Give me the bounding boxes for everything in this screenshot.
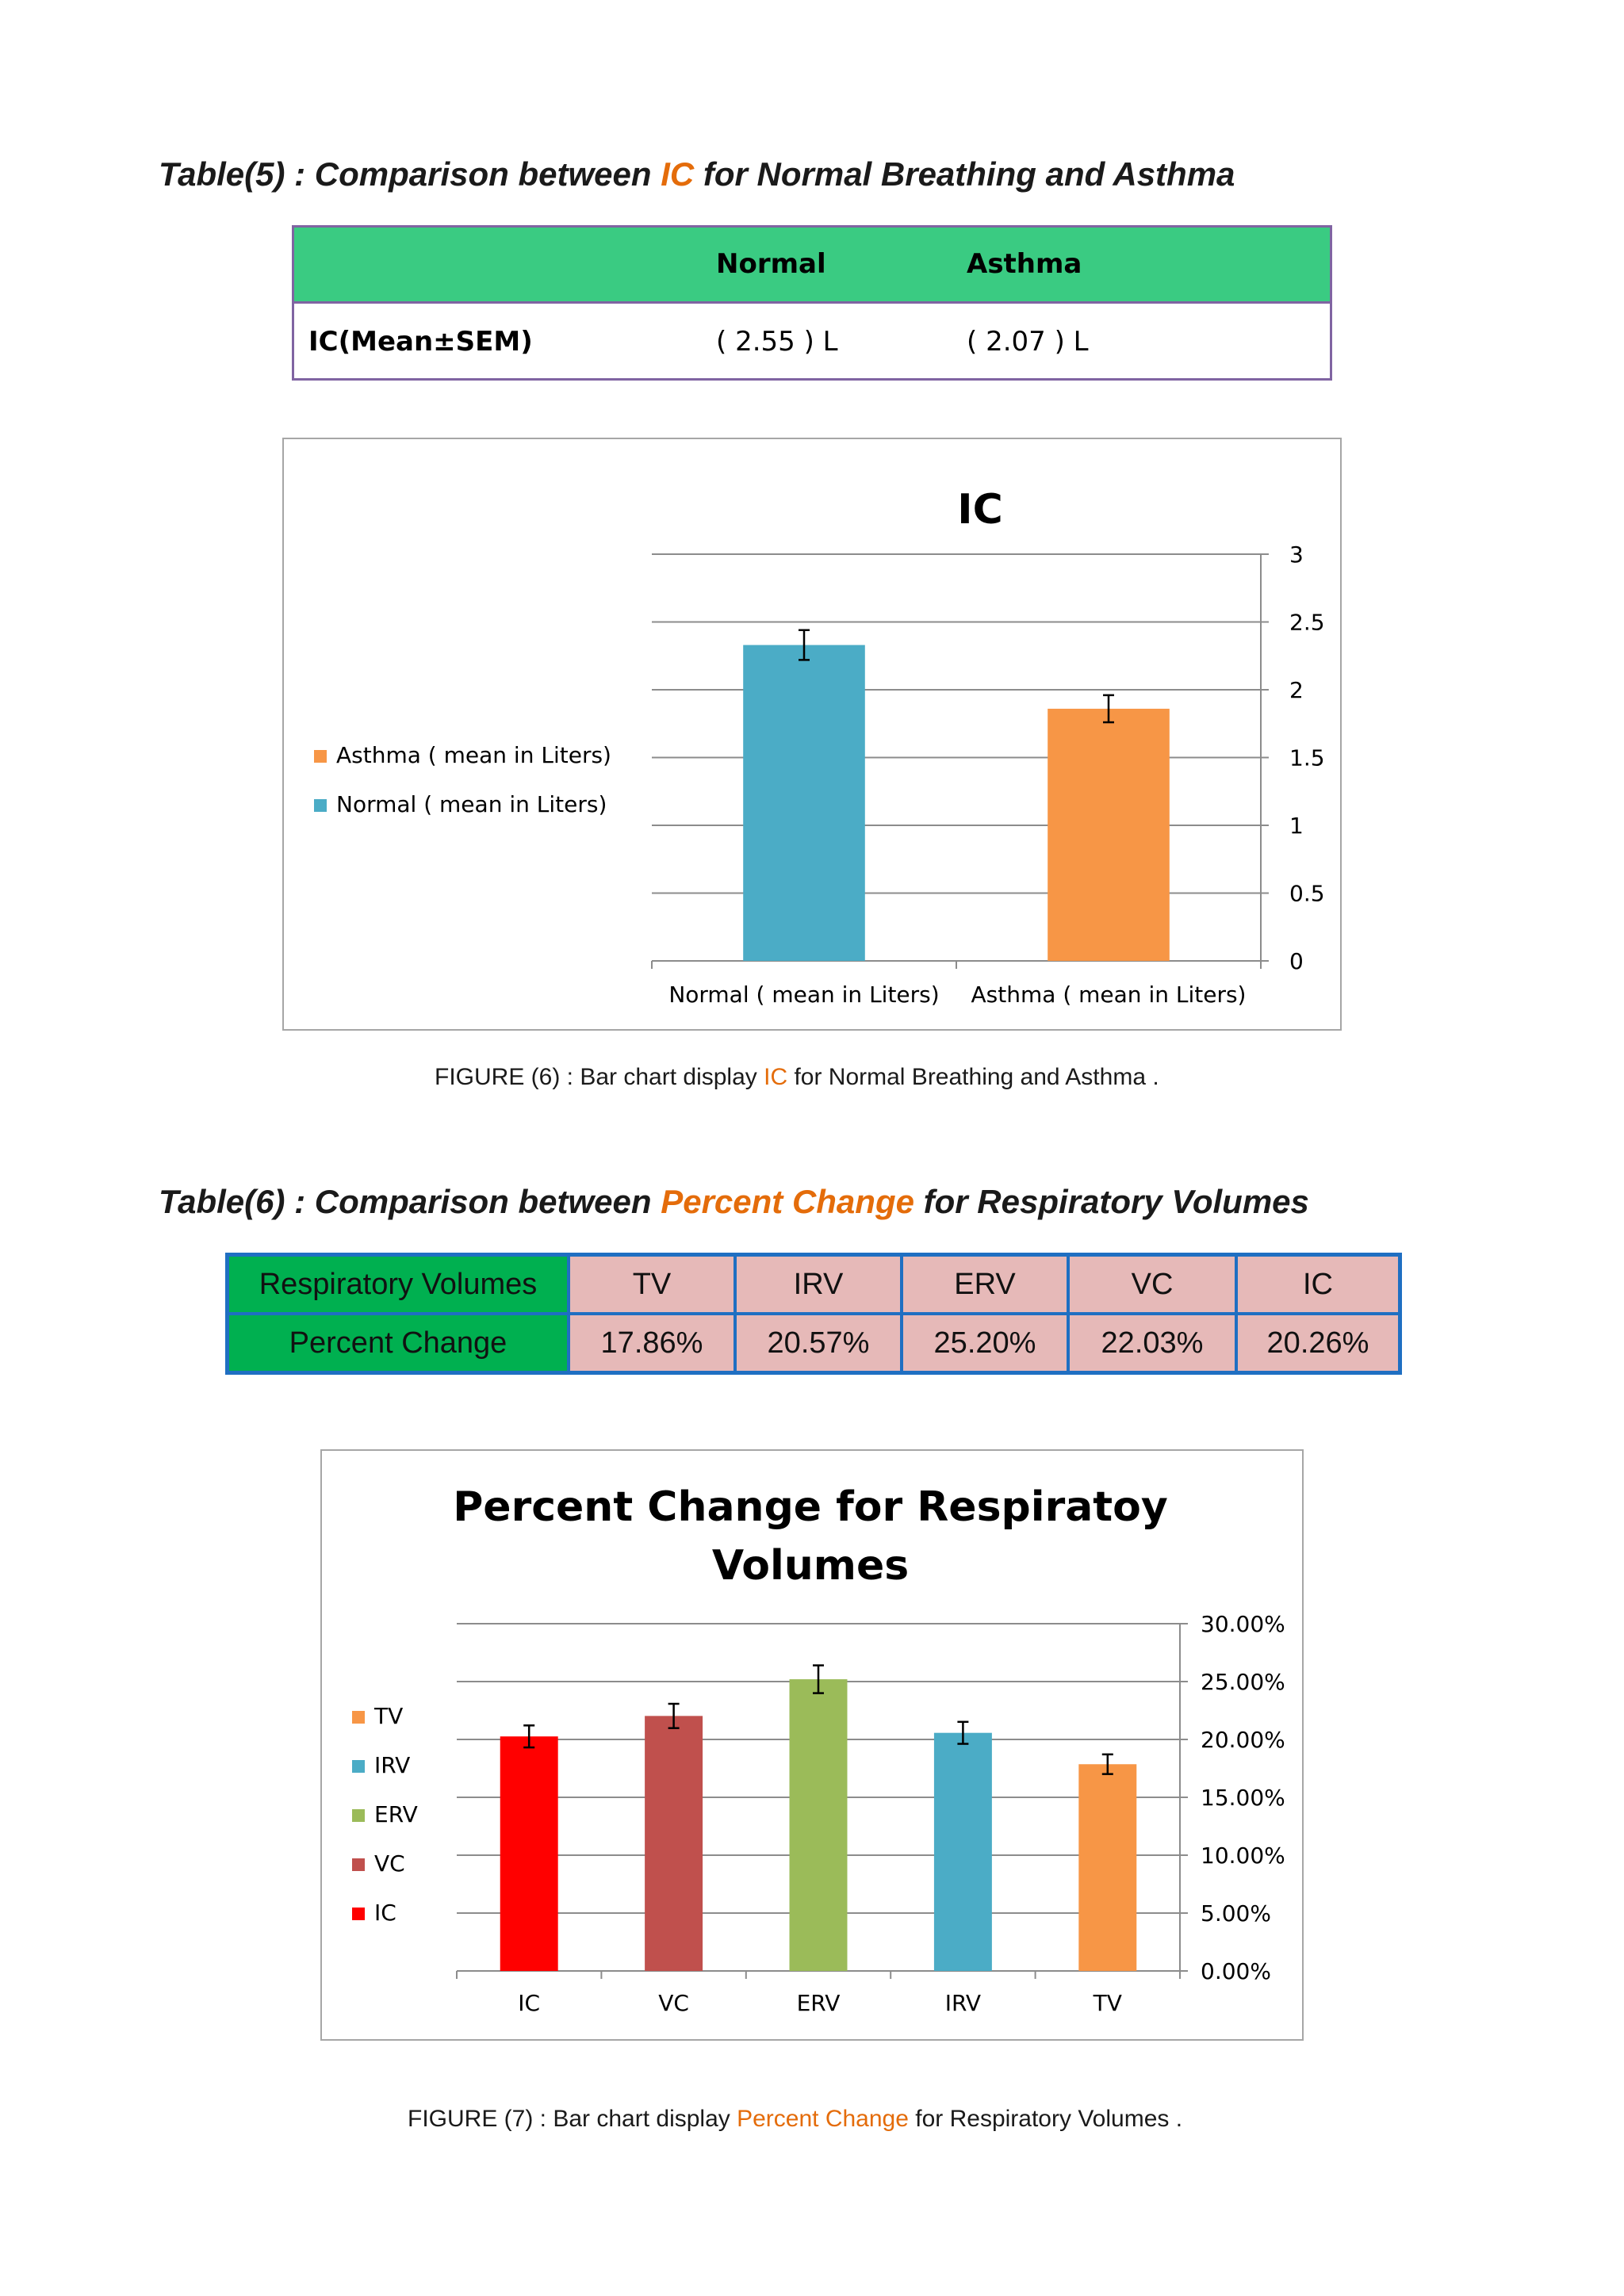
x-category-label-2: ERV [796, 1990, 841, 2016]
legend-swatch-1 [352, 1760, 365, 1773]
table5-caption-suffix: for Normal Breathing and Asthma [694, 155, 1235, 193]
y-tick-label-5: 2.5 [1289, 609, 1325, 636]
table5-asthma-value: ( 2.07 ) L [967, 326, 1089, 358]
legend-swatch-2 [352, 1809, 365, 1822]
figure6-chart-frame [282, 438, 1342, 1031]
figure7-chart [322, 1451, 1302, 2039]
y-tick-label-1: 0.5 [1289, 880, 1325, 907]
y-tick-label-4: 2 [1289, 677, 1304, 703]
chart-title-line-1: Volumes [711, 1542, 910, 1590]
table5-caption-prefix: Table(5) : Comparison between [159, 155, 661, 193]
table6-caption-prefix: Table(6) : Comparison between [159, 1183, 661, 1220]
legend-swatch-0 [352, 1711, 365, 1724]
y-tick-label-5: 25.00% [1201, 1669, 1285, 1695]
table6-col-tv: TV [570, 1257, 737, 1312]
y-tick-label-3: 1.5 [1289, 744, 1325, 771]
table5-caption-highlight: IC [661, 155, 695, 193]
y-tick-label-0: 0 [1289, 948, 1304, 974]
table6 [225, 1253, 1402, 1375]
table6-caption-highlight: Percent Change [661, 1183, 914, 1220]
table5-caption [159, 155, 1235, 193]
y-tick-label-3: 15.00% [1201, 1785, 1285, 1811]
legend-label-4: IC [374, 1900, 396, 1926]
figure6-chart [284, 439, 1340, 1029]
table6-col-ic: IC [1238, 1257, 1398, 1312]
figure6-caption [435, 1064, 1159, 1091]
table6-value-erv: 25.20% [903, 1315, 1070, 1371]
figure6-caption-highlight: IC [764, 1064, 788, 1090]
y-tick-label-0: 0.00% [1201, 1958, 1271, 1984]
figure7-caption [408, 2106, 1182, 2133]
table6-row-divider [229, 1312, 1398, 1315]
bar-2 [790, 1679, 848, 1971]
x-category-label-0: IC [518, 1990, 541, 2016]
figure6-caption-prefix: FIGURE (6) : Bar chart display [435, 1064, 764, 1090]
table6-row-label: Percent Change [229, 1315, 570, 1371]
legend-label-2: ERV [374, 1801, 418, 1827]
legend-label-1: Normal ( mean in Liters) [336, 791, 607, 817]
bar-0 [743, 645, 865, 961]
legend-label-0: Asthma ( mean in Liters) [336, 742, 611, 768]
y-tick-label-2: 1 [1289, 813, 1304, 839]
x-category-label-0: Normal ( mean in Liters) [668, 982, 940, 1008]
table6-value-ic: 20.26% [1238, 1315, 1398, 1371]
table6-caption-suffix: for Respiratory Volumes [914, 1183, 1309, 1220]
table5-header-asthma: Asthma [967, 248, 1082, 280]
bar-0 [500, 1736, 558, 1971]
table6-caption [159, 1183, 1309, 1221]
figure7-caption-highlight: Percent Change [737, 2106, 909, 2132]
y-tick-label-6: 30.00% [1201, 1611, 1285, 1637]
table6-value-tv: 17.86% [570, 1315, 737, 1371]
chart-title-line-0: IC [957, 486, 1003, 534]
x-category-label-4: TV [1093, 1990, 1122, 2016]
table6-value-vc: 22.03% [1070, 1315, 1238, 1371]
x-category-label-1: Asthma ( mean in Liters) [971, 982, 1247, 1008]
x-category-label-1: VC [658, 1990, 689, 2016]
table6-header-label: Respiratory Volumes [229, 1257, 570, 1312]
y-tick-label-2: 10.00% [1201, 1843, 1285, 1869]
figure7-caption-suffix: for Respiratory Volumes . [908, 2106, 1183, 2132]
legend-label-0: TV [374, 1703, 404, 1729]
legend-swatch-3 [352, 1858, 365, 1871]
figure7-chart-frame [320, 1449, 1304, 2041]
legend-label-3: VC [374, 1850, 405, 1877]
legend-swatch-0 [314, 750, 327, 763]
table5-normal-value: ( 2.55 ) L [716, 326, 838, 358]
table6-col-erv: ERV [903, 1257, 1070, 1312]
table6-col-irv: IRV [737, 1257, 903, 1312]
figure7-caption-prefix: FIGURE (7) : Bar chart display [408, 2106, 737, 2132]
bar-1 [1048, 709, 1170, 961]
legend-swatch-1 [314, 799, 327, 812]
legend-label-1: IRV [374, 1752, 411, 1778]
table5 [292, 225, 1332, 381]
y-tick-label-4: 20.00% [1201, 1727, 1285, 1753]
table5-header-normal: Normal [716, 248, 826, 280]
bar-3 [934, 1733, 992, 1971]
legend-swatch-4 [352, 1908, 365, 1920]
x-category-label-3: IRV [944, 1990, 982, 2016]
chart-title-line-0: Percent Change for Respiratoy [453, 1483, 1168, 1531]
y-tick-label-1: 5.00% [1201, 1900, 1271, 1927]
bar-4 [1078, 1764, 1136, 1971]
table6-col-vc: VC [1070, 1257, 1238, 1312]
y-tick-label-6: 3 [1289, 541, 1304, 568]
table5-row-label: IC(Mean±SEM) [308, 326, 533, 358]
figure6-caption-suffix: for Normal Breathing and Asthma . [787, 1064, 1159, 1090]
bar-1 [645, 1716, 703, 1971]
table6-value-irv: 20.57% [737, 1315, 903, 1371]
